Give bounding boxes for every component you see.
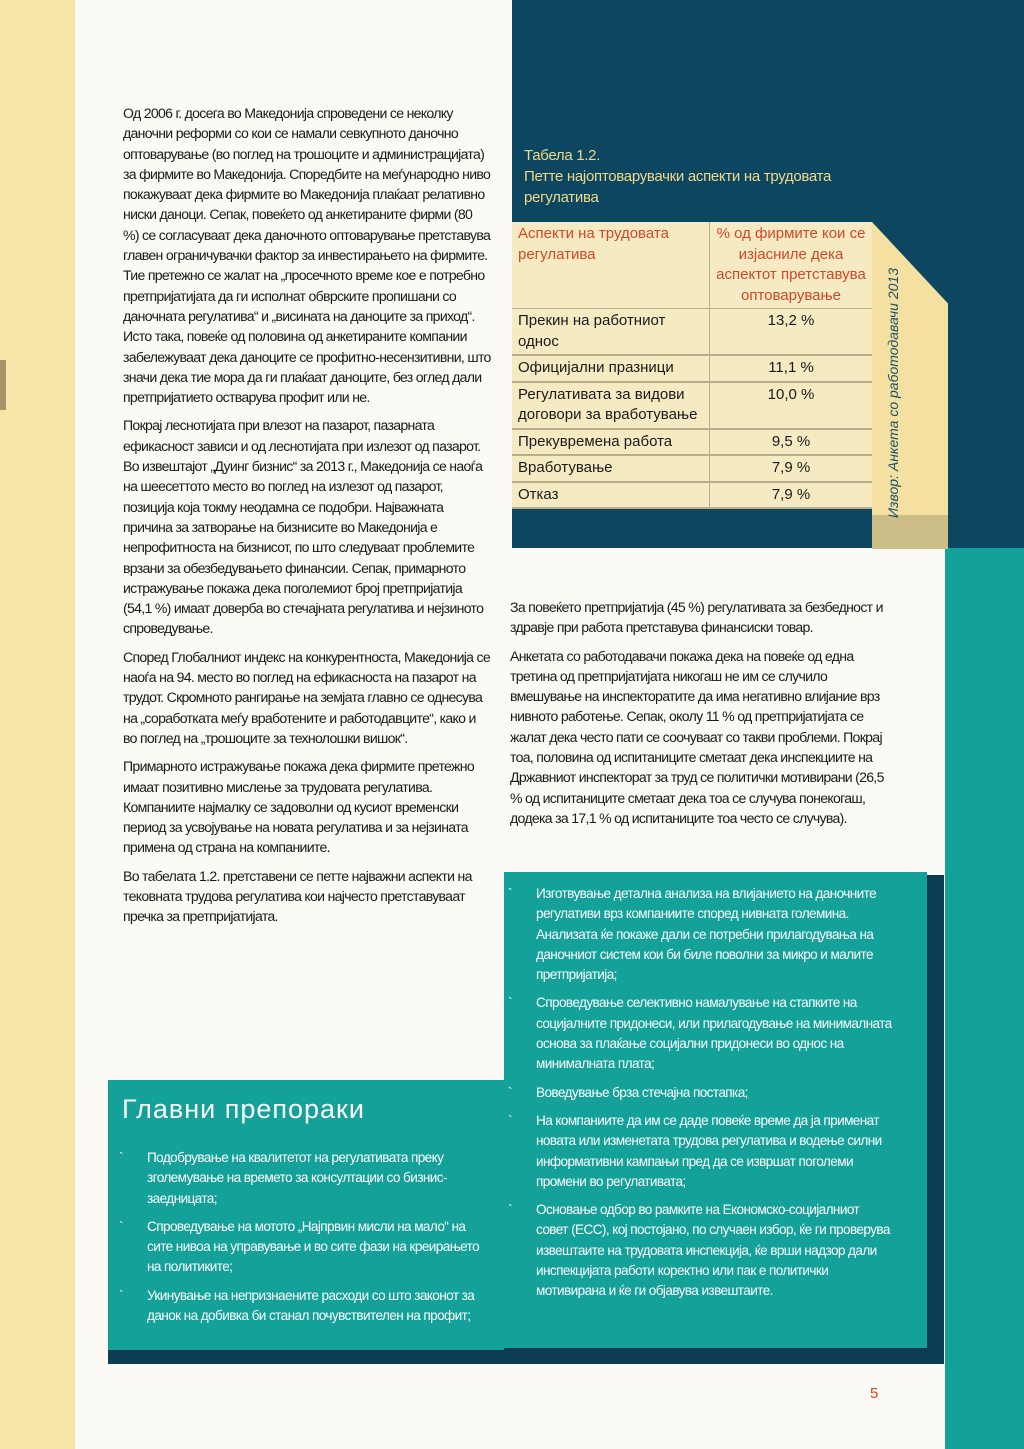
recommendations-list-left xyxy=(119,1148,487,1334)
table-row xyxy=(512,455,872,482)
value-cell: 11,1 % xyxy=(710,355,873,382)
paragraph: Примарното истражување покажа дека фирмите претежно имаат позитивно мислење за трудовата регулатива. Компаниите најмалку се задоволни од кусиот временски период за усвојување на новата регулатива и за нејзината примена од страна на компаниите. xyxy=(123,758,474,856)
table-caption xyxy=(524,145,864,208)
list-item-text: Укинување на непризнаените расходи со што законот за данок на добивка би станал почувствителен на профит; xyxy=(147,1287,475,1324)
list-item xyxy=(508,1200,892,1301)
list-item-text: Изготвување детална анализа на влијанието на даночните регулативи врз компаниите според нивната големина. Анализата ќе покаже дали се потребни прилагодувања на даночниот систем кои би биле поволни за микро и малите претпријатија; xyxy=(536,886,877,983)
list-item-text: Спроведување селективно намалување на стапките на социјалните придонеси, или прилагодување на минималната основа за плаќање социјални придонеси во однос на минималната плата; xyxy=(536,995,892,1072)
table-row xyxy=(512,429,872,456)
recommendations-shadow-right xyxy=(927,875,944,1358)
bullet-marker: ` xyxy=(508,995,512,1011)
labor-regulation-table xyxy=(512,222,872,509)
list-item xyxy=(119,1286,487,1327)
bullet-marker: ` xyxy=(119,1218,123,1234)
paragraph: Во табелата 1.2. претставени се петте најважни аспекти на тековната трудова регулатива кои најчесто претставуваат пречка за претпријатијата. xyxy=(123,867,472,925)
paragraph: Според Глобалниот индекс на конкурентноста, Македонија се наоѓа на 94. место во поглед на ефикасноста на пазарот на трудот. Скромното рангирање на земјата главно се однесува на „соработката меѓу вработените и работодавците“, како и во поглед на „трошоците за технолошки вишок“. xyxy=(123,648,491,746)
value-cell: 7,9 % xyxy=(710,455,873,482)
aspect-cell: Прекин на работниот однос xyxy=(512,309,710,356)
right-teal-panel xyxy=(945,548,1024,1449)
right-text-column xyxy=(510,597,888,836)
list-item xyxy=(119,1148,487,1209)
table-row xyxy=(512,309,872,356)
table-row xyxy=(512,482,872,509)
paragraph: Од 2006 г. досега во Македонија спроведени се неколку даночни реформи со кои се намали севкупното даночно оптоварување (во поглед на трошоците и администрацијата) за фирмите во Македонија. Споредбите на меѓународно ниво покажуваат дека фирмите во Македонија плаќаат релативно ниски даноци. Сепак, повеќето од анкетираните фирми (80 %) се согласуваат дека даночното оптоварување претставува главен ограничувачки фактор за инвестирањето на фирмите. Тие претежно се жалат на „просечното време кое е потребно претпријатијата да ги исполнат обврските пропишани со даночната регулатива“ и „висината на даноците за приход“. Исто така, повеќе од половина од анкетираните компании забележуваат дека даноците се профитно-несензитивни, што значи дека тие мора да ги плаќаат даноците, без оглед дали претпријатието остварува профит или не. xyxy=(123,105,491,406)
table-source: Извор: Анкета со работодавачи 2013 xyxy=(885,268,901,518)
list-item xyxy=(119,1217,487,1278)
aspect-cell: Официјални празници xyxy=(512,355,710,382)
paragraph: Анкетата со работодавачи покажа дека на повеќе од една третина од претпријатијата никогаш не им се случило вмешување на инспекторатите да има негативно влијание врз нивното работење. Сепак, околу 11 % од претпријатијата се жалат дека често пати се соочуваат со такви проблеми. Покрај тоа, половина од испитаниците сметаат дека инспекциите на Државниот инспекторат за труд се политички мотивирани (26,5 % од испитаниците сметаат дека тоа се случува понекогаш, додека за 17,1 % од испитаниците тоа често се случува). xyxy=(510,647,884,826)
bullet-marker: ` xyxy=(508,886,512,901)
left-bar-shadow xyxy=(0,360,6,410)
left-decorative-bar xyxy=(0,0,75,1449)
page-number: 5 xyxy=(870,1385,879,1402)
value-cell: 9,5 % xyxy=(710,429,873,456)
list-item xyxy=(508,1111,892,1192)
list-item-text: Спроведување на мотото „Најпрвин мисли на мало“ на сите нивоа на управување и во сите фази на креирањето на политиките; xyxy=(147,1218,480,1275)
list-item xyxy=(508,993,892,1074)
left-text-column xyxy=(123,103,491,935)
table-source-wrapper xyxy=(885,268,925,518)
paragraph: За повеќето претпријатија (45 %) регулативата за безбедност и здравје при работа претставува финансиски товар. xyxy=(510,599,883,636)
header-percent: % од фирмите кои се изјасниле дека аспектот претставува оптоварување xyxy=(710,222,873,309)
value-cell: 13,2 % xyxy=(710,309,873,356)
list-item-text: Основање одбор во рамките на Економско-социјалниот совет (ЕСС), кој постојано, по случаен избор, ќе ги проверува извештаите на трудовата инспекција, ќе врши надзор дали инспекцијата работи коректно или пак е политички мотивирана и ќе ги објавува извештаите. xyxy=(536,1202,890,1299)
bullet-marker: ` xyxy=(508,1084,512,1100)
recommendations-list-right xyxy=(508,884,892,1310)
value-cell: 10,0 % xyxy=(710,382,873,429)
recommendations-heading: Главни препораки xyxy=(122,1094,365,1124)
value-cell: 7,9 % xyxy=(710,482,873,509)
header-aspects: Аспекти на трудовата регулатива xyxy=(512,222,710,309)
list-item-text: Воведување брза стечајна постапка; xyxy=(536,1084,748,1100)
right-fold-shadow xyxy=(872,515,948,549)
table-header-row xyxy=(512,222,872,309)
bullet-marker: ` xyxy=(508,1202,512,1218)
list-item-text: На компаниите да им се даде повеќе време да ја применат новата или изменетата трудова регулатива и водење силни информативни кампањи пред да се извршат поголеми промени во регулативата; xyxy=(536,1112,882,1189)
aspect-cell: Прекувремена работа xyxy=(512,429,710,456)
list-item xyxy=(508,1083,892,1103)
paragraph: Покрај леснотијата при влезот на пазарот, пазарната ефикасност зависи и од леснотијата при излезот од пазарот. Во извештајот „Дуинг бизнис“ за 2013 г., Македонија се наоѓа на шеесеттото место во поглед на излезот од пазарот, позиција која токму неодамна се подобри. Најважната причина за затворање на бизнисите во Македонија е непрофитноста на бизнисот, по што следуваат проблемите врзани за обезбедувањето финансии. Сепак, примарното истражување покажа дека поголемиот број претпријатија (54,1 %) имаат доверба во стечајната регулатива и нејзиното спроведување. xyxy=(123,417,484,637)
bullet-marker: ` xyxy=(119,1150,123,1165)
aspect-cell: Отказ xyxy=(512,482,710,509)
list-item-text: Подобрување на квалитетот на регулативата преку зголемување на времето за консултации со бизнис-заедницата; xyxy=(147,1150,447,1206)
table-row xyxy=(512,355,872,382)
bullet-marker: ` xyxy=(119,1287,123,1303)
table-row xyxy=(512,382,872,429)
list-item xyxy=(508,884,892,985)
table-title: Петте најоптоварувачки аспекти на трудовата регулатива xyxy=(524,168,832,206)
recommendations-shadow-bottom xyxy=(108,1348,944,1364)
aspect-cell: Регулативата за видови договори за вработување xyxy=(512,382,710,429)
table-number: Табела 1.2. xyxy=(524,147,601,164)
bullet-marker: ` xyxy=(508,1112,512,1128)
aspect-cell: Вработување xyxy=(512,455,710,482)
